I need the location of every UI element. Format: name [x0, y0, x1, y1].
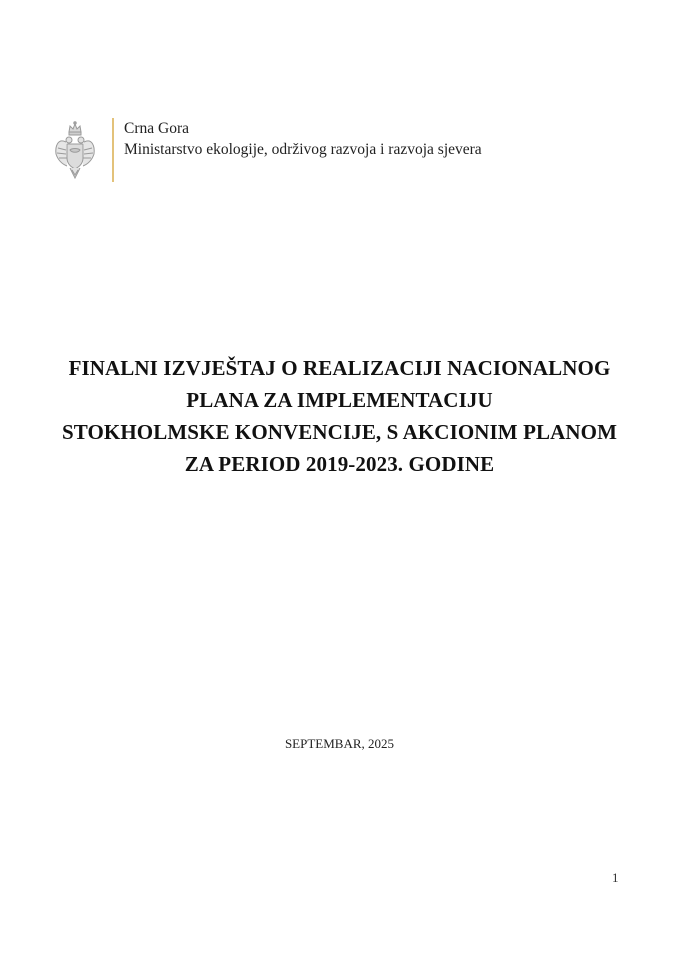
document-title	[0, 352, 679, 480]
title-line: ZA PERIOD 2019-2023. GODINE	[184, 452, 495, 476]
header-divider	[112, 118, 114, 182]
title-line: PLANA ZA IMPLEMENTACIJU	[186, 388, 493, 412]
document-date: SEPTEMBAR, 2025	[284, 736, 395, 751]
organization-block	[124, 118, 482, 161]
title-line: STOKHOLMSKE KONVENCIJE, S AKCIONIM PLANOM	[61, 420, 618, 444]
ministry-name: Ministarstvo ekologije, održivog razvoja i razvoja sjevera	[124, 141, 482, 158]
page-number: 1	[612, 870, 619, 885]
title-line: FINALNI IZVJEŠTAJ O REALIZACIJI NACIONALNOG	[68, 356, 611, 380]
letterhead	[52, 118, 482, 188]
country-name: Crna Gora	[124, 120, 189, 137]
montenegro-coat-of-arms-icon	[52, 120, 98, 182]
